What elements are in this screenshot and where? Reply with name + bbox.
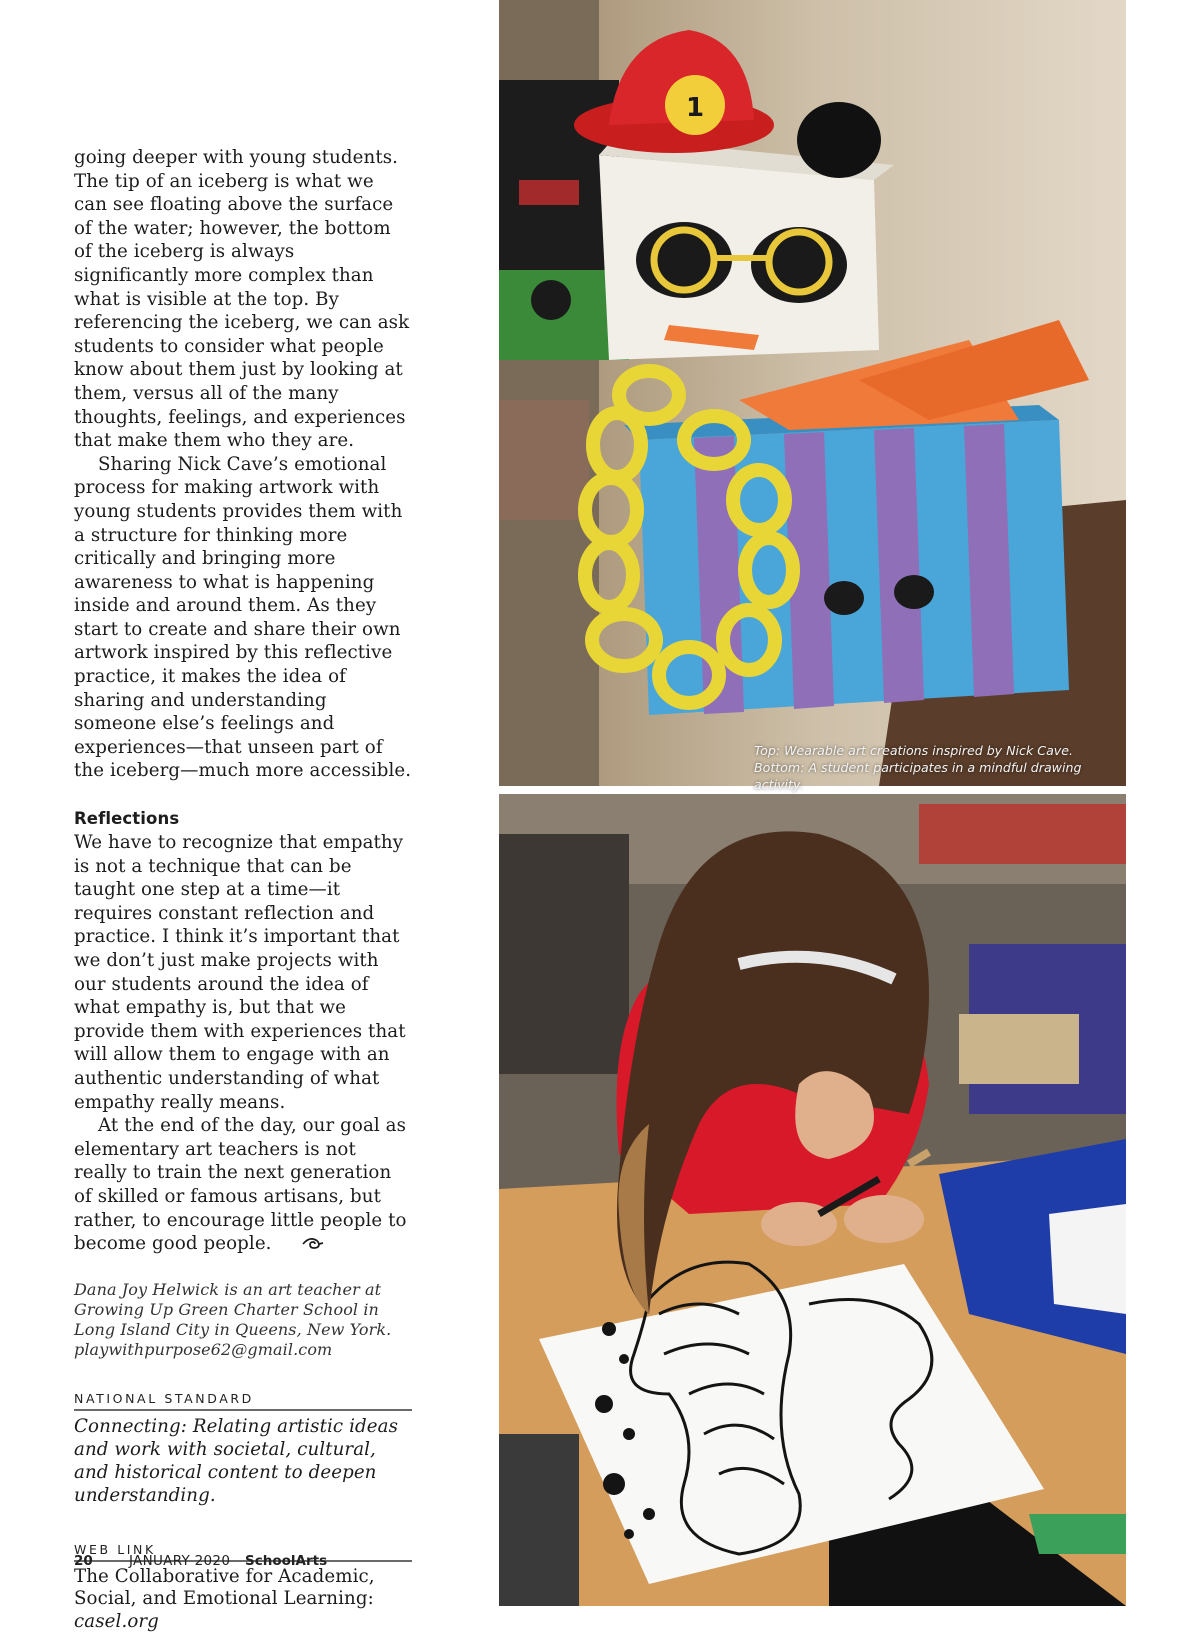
body-paragraph: Sharing Nick Cave’s emotional process for making artwork with young students provides them with a structure for thinking more critically and bringing more awareness to what is happening inside and around them. As they start to create and share their own artwork inspired by this reflective practice, it makes the idea of sharing and understanding someone else’s feelings and experiences—that unseen part of the iceberg—much more accessible. [74, 453, 412, 782]
article-column [74, 146, 412, 1633]
author-email-link[interactable]: playwithpurpose62@gmail.com [74, 1339, 333, 1359]
page-number: 20 [74, 1553, 93, 1569]
national-standard-label: NATIONAL STANDARD [74, 1390, 412, 1411]
section-heading: Reflections [74, 809, 180, 829]
web-link-url[interactable]: casel.org [74, 1610, 159, 1632]
page-footer [74, 1553, 327, 1569]
magazine-name: SchoolArts [245, 1553, 328, 1569]
author-bio [74, 1280, 412, 1360]
web-link-label: WEB LINK [74, 1541, 412, 1562]
issue-date: JANUARY 2020 [129, 1553, 231, 1569]
web-link-description: The Collaborative for Academic, Social, and Emotional Learning: [74, 1565, 375, 1610]
national-standard-text: Connecting: Relating artistic ideas and work with societal, cultural, and historical content to deepen understanding. [74, 1415, 399, 1506]
body-paragraph: We have to recognize that empathy is not a technique that can be taught one step at a time—it requires constant reflection and practice. I think it’s important that we don’t just make projects with our students around the idea of what empathy is, but that we provide them with experiences that will allow them to engage with an authentic understanding of what empathy really means. [74, 832, 406, 1113]
helmet-badge-number: 1 [685, 93, 705, 123]
body-paragraph [74, 1114, 412, 1258]
web-link-text [74, 1566, 412, 1633]
author-bio-text: Dana Joy Helwick is an art teacher at Growing Up Green Charter School in Long Island City in Queens, New York. [74, 1279, 392, 1339]
body-paragraph: going deeper with young students. The tip of an iceberg is what we can see floating above the surface of the water; however, the bottom of the iceberg is always significantly more complex than what is visible at the top. By referencing the iceberg, we can ask students to consider what people know about them just by looking at them, versus all of the many thoughts, feelings, and experiences that make them who they are. [74, 147, 410, 452]
end-mark-icon [276, 1234, 324, 1258]
photo-caption: Top: Wearable art creations inspired by Nick Cave. Bottom: A student participates in a mindful drawing activity. [754, 743, 1082, 792]
closing-text: At the end of the day, our goal as elementary art teachers is not really to train the next generation of skilled or famous artisans, but rather, to encourage little people to become good people. [74, 1115, 407, 1255]
top-photo [499, 0, 1126, 786]
bottom-photo [499, 794, 1126, 1606]
